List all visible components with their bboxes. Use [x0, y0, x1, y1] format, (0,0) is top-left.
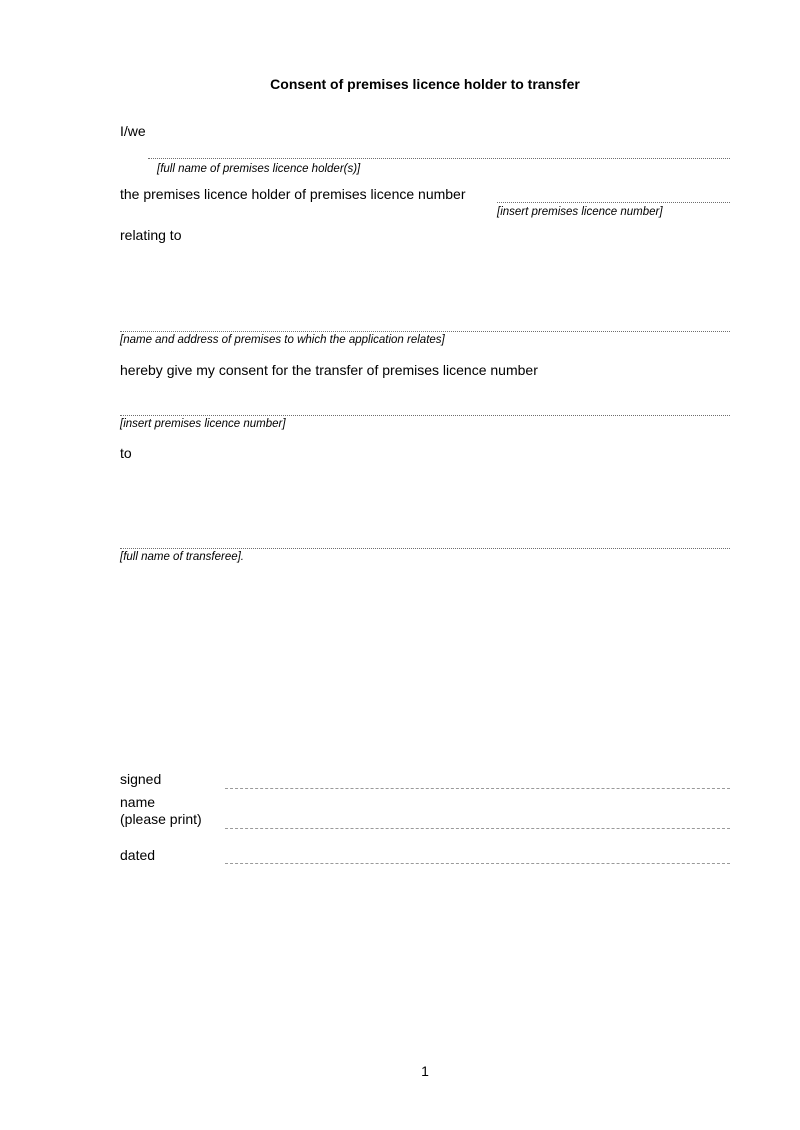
name-label: name [120, 794, 156, 810]
relating-to-text: relating to [120, 227, 182, 243]
consent-text: hereby give my consent for the transfer of premises licence number [120, 362, 538, 378]
premises-address-hint: [name and address of premises to which the application relates] [120, 334, 445, 346]
dated-label: dated [120, 847, 156, 863]
page-title: Consent of premises licence holder to transfer [270, 76, 580, 92]
to-text: to [120, 445, 132, 461]
intro-text: I/we [120, 123, 146, 139]
holder-name-hint: [full name of premises licence holder(s)] [157, 163, 361, 175]
licence-number-hint-1: [insert premises licence number] [497, 206, 663, 218]
name-label-2: (please print) [120, 811, 202, 827]
holder-name-field[interactable] [148, 158, 730, 159]
licence-number-hint-2: [insert premises licence number] [120, 418, 286, 430]
premises-address-field[interactable] [120, 331, 730, 332]
signed-label: signed [120, 771, 162, 787]
licence-number-field-2[interactable] [120, 415, 730, 416]
transferee-hint: [full name of transferee]. [120, 551, 245, 563]
holder-of-text: the premises licence holder of premises licence number [120, 186, 466, 202]
signed-field[interactable] [225, 788, 730, 789]
transferee-field[interactable] [120, 548, 730, 549]
page-number: 1 [421, 1063, 429, 1079]
licence-number-field-1[interactable] [497, 202, 730, 203]
name-field[interactable] [225, 828, 730, 829]
dated-field[interactable] [225, 863, 730, 864]
